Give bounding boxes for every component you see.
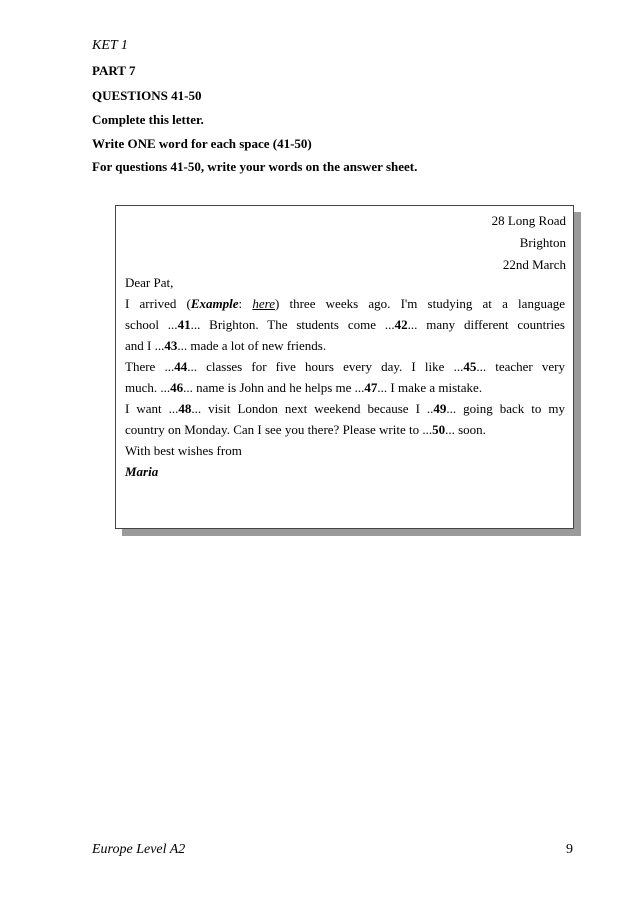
closing: With best wishes from <box>125 443 242 458</box>
exam-title: KET 1 <box>92 38 128 53</box>
gap-50: 50 <box>432 422 446 437</box>
signature: Maria <box>125 464 159 479</box>
text: : <box>238 296 253 311</box>
text: ... classes for five hours every day. I like ... <box>187 359 464 374</box>
gap-45: 45 <box>463 359 477 374</box>
text: ... teacher very <box>476 359 566 374</box>
text: ) three weeks ago. I'm studying at a language <box>274 296 565 311</box>
example-label: Example <box>190 296 239 311</box>
paragraph-3-line-2 <box>125 419 565 440</box>
paragraph-2-line-1 <box>125 356 565 377</box>
text: and I ... <box>125 338 165 353</box>
letter-date: 22nd March <box>502 257 566 272</box>
gap-48: 48 <box>178 401 192 416</box>
text: ... I make a mistake. <box>377 380 483 395</box>
paragraph-3-line-1 <box>125 398 565 419</box>
text: I arrived ( <box>125 296 191 311</box>
gap-47: 47 <box>364 380 378 395</box>
greeting: Dear Pat, <box>125 275 174 290</box>
text: ... soon. <box>445 422 486 437</box>
text: much. ... <box>125 380 171 395</box>
gap-43: 43 <box>164 338 178 353</box>
paragraph-1-line-1 <box>125 293 565 314</box>
text: ... going back to my <box>446 401 565 416</box>
text: ... made a lot of new friends. <box>177 338 327 353</box>
letter-body <box>125 272 565 482</box>
paragraph-1-line-2 <box>125 314 565 335</box>
text: school ... <box>125 317 178 332</box>
text: I want ... <box>125 401 179 416</box>
text: ... Brighton. The students come ... <box>190 317 395 332</box>
text: There ... <box>125 359 175 374</box>
questions-heading: QUESTIONS 41-50 <box>92 88 202 103</box>
address-city: Brighton <box>519 235 566 250</box>
letter-box <box>115 205 574 529</box>
task-instruction: Complete this letter. <box>92 112 204 127</box>
part-heading: PART 7 <box>92 63 136 78</box>
text: ... many different countries <box>407 317 565 332</box>
example-answer: here <box>252 296 275 311</box>
gap-42: 42 <box>394 317 408 332</box>
text: ... visit London next weekend because I .. <box>191 401 434 416</box>
gap-46: 46 <box>170 380 184 395</box>
rule-instruction: Write ONE word for each space (41-50) <box>92 136 312 151</box>
paragraph-2-line-2 <box>125 377 565 398</box>
page-number: 9 <box>566 842 573 857</box>
answer-sheet-note: For questions 41-50, write your words on the answer sheet. <box>92 159 418 174</box>
gap-49: 49 <box>433 401 447 416</box>
paragraph-1-line-3 <box>125 335 565 356</box>
text: ... name is John and he helps me ... <box>183 380 365 395</box>
gap-41: 41 <box>177 317 191 332</box>
address-street: 28 Long Road <box>491 213 566 228</box>
gap-44: 44 <box>174 359 188 374</box>
footer-level: Europe Level A2 <box>92 842 186 857</box>
text: country on Monday. Can I see you there? Please write to ... <box>125 422 433 437</box>
